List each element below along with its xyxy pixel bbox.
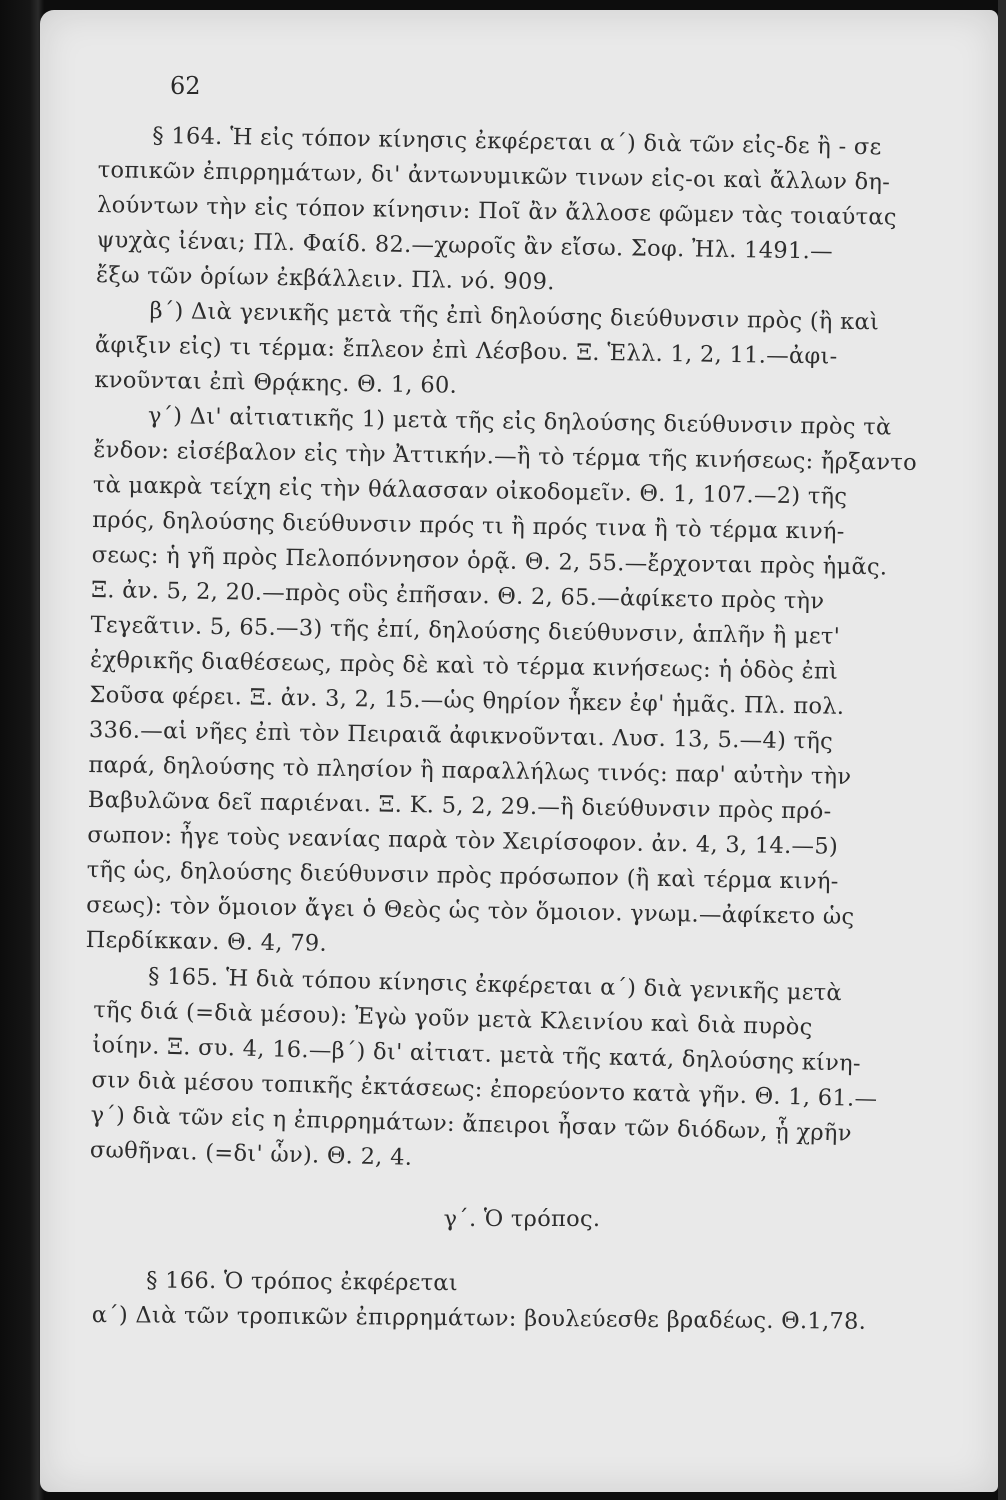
text-line: τῆς ὡς, δηλούσης διεύθυνσιν πρὸς πρόσωπον (ἢ καὶ τέρμα κινή- [86, 856, 839, 895]
section-heading: γ΄. Ὁ τρόπος. [443, 1206, 601, 1232]
text-line: Βαβυλῶνα δεῖ παριέναι. Ξ. Κ. 5, 2, 29.—ἢ διεύθυνσιν πρὸς πρό- [87, 786, 832, 825]
text-line: Τεγεᾶτιν. 5, 65.—3) τῆς ἐπί, δηλούσης διεύθυνσιν, ἁπλῆν ἢ μετ' [90, 611, 841, 650]
book-spine-edge [998, 0, 1006, 1500]
text-line: σωπον: ἦγε τοὺς νεανίας παρὰ τὸν Χειρίσοφον. ἀν. 4, 3, 14.—5) [87, 821, 839, 860]
text-line: Σοῦσα φέρει. Ξ. ἀν. 3, 2, 15.—ὡς θηρίον ἧκεν ἐφ' ἡμᾶς. Πλ. πολ. [89, 681, 845, 720]
text-line: κνοῦνται ἐπὶ Θρᾴκης. Θ. 1, 60. [94, 367, 458, 399]
text-line: γ΄) Δι' αἰτιατικῆς 1) μετὰ τῆς εἰς δηλούσης διεύθυνσιν πρὸς τὰ [147, 402, 892, 441]
text-line: παρά, δηλούσης τὸ πλησίον ἢ παραλλήλως τινός: παρ' αὐτὴν τὴν [88, 751, 852, 790]
text-line: σωθῆναι. (=δι' ὧν). Θ. 2, 4. [89, 1136, 413, 1171]
page-number: 62 [170, 72, 201, 100]
text-line: τὰ μακρὰ τείχη εἰς τὴν θάλασσαν οἰκοδομεῖν. Θ. 1, 107.—2) τῆς [92, 472, 848, 510]
text-line: ἄφιξιν εἰς) τι τέρμα: ἔπλεον ἐπὶ Λέσβου. Ξ. Ἑλλ. 1, 2, 11.—ἀφι- [94, 332, 838, 370]
text-line: σεως): τὸν ὅμοιον ἄγει ὁ Θεὸς ὡς τὸν ὅμοιον. γνωμ.—ἀφίκετο ὡς [86, 891, 855, 931]
section-165 [89, 958, 914, 1188]
text-line: σεως: ἡ γῆ πρὸς Πελοπόννησον ὁρᾷ. Θ. 2, 55.—ἔρχονται πρὸς ἡμᾶς. [91, 541, 888, 581]
text-line: Ξ. ἀν. 5, 2, 20.—πρὸς οὓς ἐπῆσαν. Θ. 2, 65.—ἀφίκετο πρὸς τὴν [90, 576, 825, 615]
text-line: 336.—αἱ νῆες ἐπὶ τὸν Πειραιᾶ ἀφικνοῦνται. Λυσ. 13, 5.—4) τῆς [88, 716, 834, 755]
text-line: τοπικῶν ἐπιρρημάτων, δι' ἀντωνυμικῶν τινων εἰς-οι καὶ ἄλλων δη- [97, 157, 891, 196]
section-164 [85, 118, 918, 971]
text-line: ψυχὰς ἰέναι; Πλ. Φαίδ. 82.—χωροῖς ἂν εἴσω. Σοφ. Ἠλ. 1491.— [96, 227, 834, 265]
text-line: β΄) Διὰ γενικῆς μετὰ τῆς ἐπὶ δηλούσης διεύθυνσιν πρὸς (ἢ καὶ [149, 297, 880, 336]
text-line: ἐχθρικῆς διαθέσεως, πρὸς δὲ καὶ τὸ τέρμα κινήσεως: ἡ ὁδὸς ἐπὶ [89, 646, 839, 685]
text-line: α΄) Διὰ τῶν τροπικῶν ἐπιρρημάτων: βουλεύεσθε βραδέως. Θ.1,78. [91, 1301, 867, 1335]
section-166 [92, 1263, 913, 1340]
text-line: § 165. Ἡ διὰ τόπου κίνησις ἐκφέρεται α΄) διὰ γενικῆς μετὰ [147, 963, 843, 1007]
text-line: ἔξω τῶν ὁρίων ἐκβάλλειν. Πλ. νό. 909. [95, 262, 555, 296]
text-line: τῆς διά (=διὰ μέσου): Ἐγὼ γοῦν μετὰ Κλεινίου καὶ διὰ πυρὸς [92, 997, 813, 1041]
text-line: Περδίκκαν. Θ. 4, 79. [85, 926, 328, 957]
text-line: γ΄) διὰ τῶν εἰς η ἐπιρρημάτων: ἄπειροι ἦσαν τῶν διόδων, ᾗ χρῆν [90, 1101, 853, 1147]
text-line: λούντων τὴν εἰς τόπον κίνησιν: Ποῖ ἂν ἄλλοσε φῶμεν τὰς τοιαύτας [97, 192, 897, 231]
text-line: ἰοίην. Ξ. συ. 4, 16.—β΄) δι' αἰτιατ. μετὰ τῆς κατά, δηλούσης κίνη- [92, 1032, 862, 1077]
page-text [85, 62, 918, 1335]
text-line: ἔνδον: εἰσέβαλον εἰς τὴν Ἀττικήν.—ἢ τὸ τέρμα τῆς κινήσεως: ἤρξαντο [93, 437, 918, 476]
text-line: § 164. Ἡ εἰς τόπον κίνησις ἐκφέρεται α΄) διὰ τῶν εἰς-δε ἢ - σε [152, 122, 882, 161]
text-line: πρός, δηλούσης διεύθυνσιν πρός τι ἢ πρός τινα ἢ τὸ τέρμα κινή- [92, 507, 845, 545]
text-line: § 166. Ὁ τρόπος ἐκφέρεται [146, 1267, 459, 1297]
text-line: σιν διὰ μέσου τοπικῆς ἐκτάσεως: ἐπορεύοντο κατὰ γῆν. Θ. 1, 61.— [91, 1066, 878, 1113]
